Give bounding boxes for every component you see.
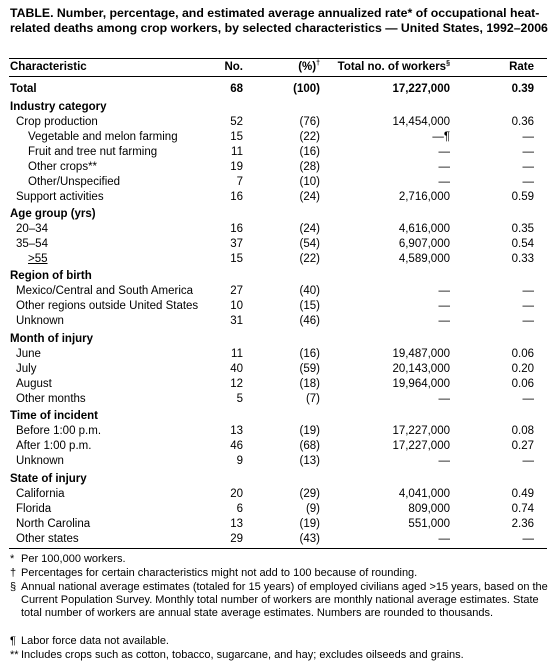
section-heading-industry: Industry category [10,101,107,113]
table-row: Other months 5 (7) — — [16,393,534,405]
footnote: ** Includes crops such as cotton, tobacco, sugarcane, and hay; excludes oilseeds and grains. [10,649,464,661]
footnote: ¶ Labor force data not available. [10,635,169,647]
section-heading-state: State of injury [10,473,87,485]
header-rule [9,76,547,77]
section-heading-age: Age group (yrs) [10,208,96,220]
footnote: § Annual national average estimates (totaled for 15 years) of employed civilians aged >15 years, based on the Current Population Survey. Monthly total number of workers are monthly national average estimates. State total number of workers are annual state average estimates. Numbers are rounded to thousands. [10,581,548,619]
table-row: Before 1:00 p.m. 13 (19) 17,227,000 0.08 [16,425,534,437]
table-row: Other regions outside United States 10 (15) — — [16,300,534,312]
table-row: Fruit and tree nut farming 11 (16) — — [28,146,534,158]
footnote: * Per 100,000 workers. [10,553,126,565]
table-row: Vegetable and melon farming 15 (22) —¶ — [28,131,534,143]
table-row: Unknown 9 (13) — — [16,455,534,467]
table-row: Florida 6 (9) 809,000 0.74 [16,503,534,515]
table-row: 35–54 37 (54) 6,907,000 0.54 [16,238,534,250]
col-rate: Rate [509,61,534,73]
col-characteristic: Characteristic [10,61,87,73]
table-row-total: Total 68 (100) 17,227,000 0.39 [10,83,534,95]
table-row: Other/Unspecified 7 (10) — — [28,176,534,188]
bottom-rule [9,548,547,549]
table-row: California 20 (29) 4,041,000 0.49 [16,488,534,500]
table-row: Unknown 31 (46) — — [16,315,534,327]
table-row: Crop production 52 (76) 14,454,000 0.36 [16,116,534,128]
table-row: 20–34 16 (24) 4,616,000 0.35 [16,223,534,235]
table-row: After 1:00 p.m. 46 (68) 17,227,000 0.27 [16,440,534,452]
table-row: Other crops** 19 (28) — — [28,161,534,173]
section-heading-birth: Region of birth [10,270,92,282]
col-total-workers: Total no. of workers§ [337,60,450,73]
table-row: Support activities 16 (24) 2,716,000 0.59 [16,191,534,203]
footnote: † Percentages for certain characteristics might not add to 100 because of rounding. [10,567,418,579]
table-row: August 12 (18) 19,964,000 0.06 [16,378,534,390]
col-no: No. [224,61,243,73]
table-row: July 40 (59) 20,143,000 0.20 [16,363,534,375]
table-title: TABLE. Number, percentage, and estimated average annualized rate* of occupational heat-related deaths among crop workers, by selected characteristics — United States, 1992–2006 [10,6,548,35]
column-header-row [0,60,556,75]
section-heading-time: Time of incident [10,410,98,422]
section-heading-month: Month of injury [10,333,94,345]
col-pct: (%)† [298,60,320,73]
table-row: North Carolina 13 (19) 551,000 2.36 [16,518,534,530]
table-row: Mexico/Central and South America 27 (40) — — [16,285,534,297]
table-row: >55 15 (22) 4,589,000 0.33 [28,253,534,265]
top-rule [9,58,547,59]
table-row: Other states 29 (43) — — [16,533,534,545]
table-row: June 11 (16) 19,487,000 0.06 [16,348,534,360]
